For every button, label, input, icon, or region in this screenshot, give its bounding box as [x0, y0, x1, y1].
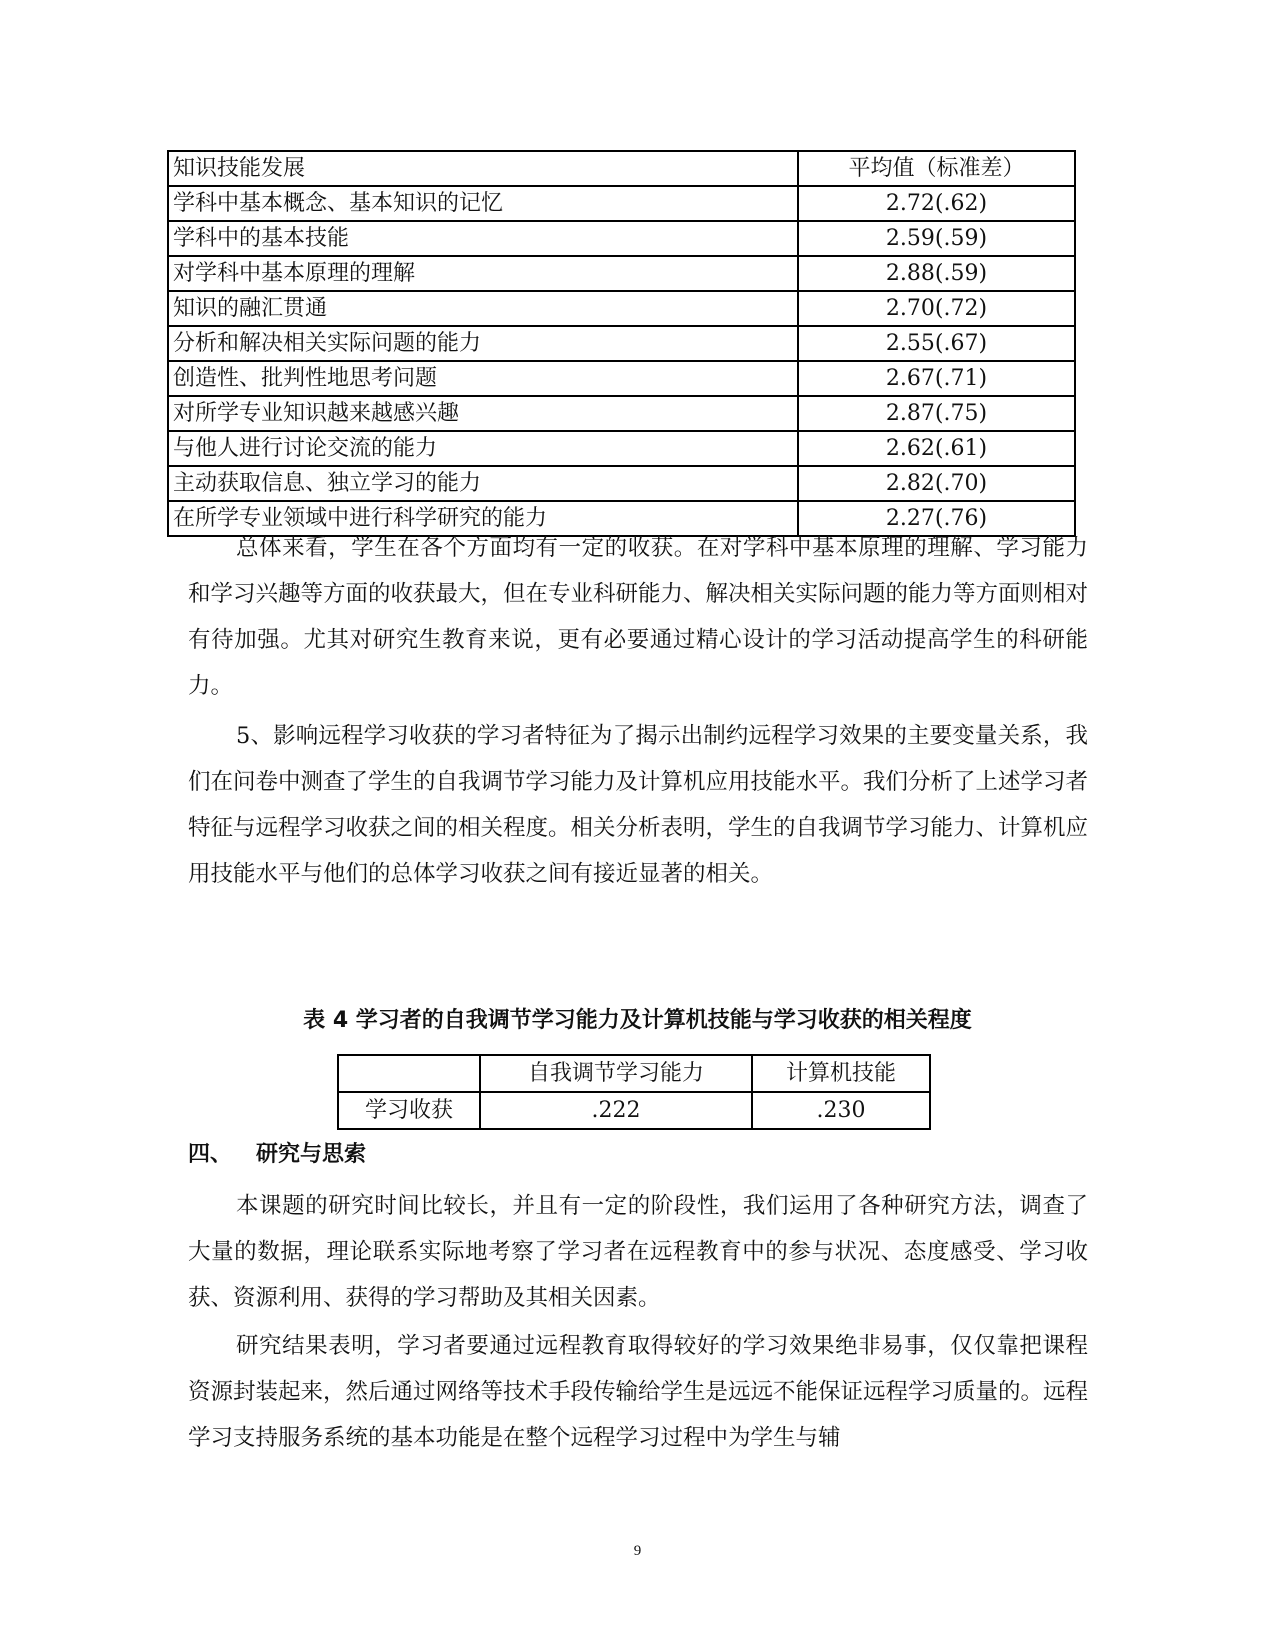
- skill-mean-sd: 2.59(.59): [798, 221, 1075, 256]
- skill-mean-sd: 2.88(.59): [798, 256, 1075, 291]
- table-row: [168, 291, 1075, 326]
- col-computer-skill: 计算机技能: [752, 1055, 930, 1092]
- table-row: [168, 186, 1075, 221]
- paragraph-research: 本课题的研究时间比较长，并且有一定的阶段性，我们运用了各种研究方法，调查了大量的数据，理论联系实际地考察了学习者在远程教育中的参与状况、态度感受、学习收获、资源利用、获得的学习帮助及其相关因素。: [188, 1193, 1088, 1311]
- skill-label: 与他人进行讨论交流的能力: [168, 431, 798, 466]
- skill-mean-sd: 2.62(.61): [798, 431, 1075, 466]
- col-self-regulation: 自我调节学习能力: [480, 1055, 752, 1092]
- section-number: 四、: [188, 1142, 233, 1167]
- skills-table-header: [168, 151, 1075, 186]
- row-learning-gain: 学习收获: [338, 1092, 480, 1129]
- table-row: [168, 361, 1075, 396]
- table4-caption: 表 4 学习者的自我调节学习能力及计算机技能与学习收获的相关程度: [303, 1008, 972, 1033]
- table-row: [168, 256, 1075, 291]
- skill-label: 主动获取信息、独立学习的能力: [168, 466, 798, 501]
- skill-label: 学科中基本概念、基本知识的记忆: [168, 186, 798, 221]
- skill-mean-sd: 2.55(.67): [798, 326, 1075, 361]
- table-row: [168, 396, 1075, 431]
- paragraph-results: 研究结果表明，学习者要通过远程教育取得较好的学习效果绝非易事，仅仅靠把课程资源封装起来，然后通过网络等技术手段传输给学生是远远不能保证远程学习质量的。远程学习支持服务系统的基本功能是在整个远程学习过程中为学生与辅: [188, 1333, 1089, 1451]
- header-skill: 知识技能发展: [168, 151, 798, 186]
- value-self-regulation: .222: [480, 1092, 752, 1129]
- skill-mean-sd: 2.70(.72): [798, 291, 1075, 326]
- skill-mean-sd: 2.82(.70): [798, 466, 1075, 501]
- skills-table: [167, 150, 1076, 537]
- table-row: [168, 326, 1075, 361]
- section-heading: [188, 1137, 366, 1168]
- skill-mean-sd: 2.67(.71): [798, 361, 1075, 396]
- page-number: 9: [633, 1543, 642, 1559]
- skill-label: 分析和解决相关实际问题的能力: [168, 326, 798, 361]
- table-row: [168, 431, 1075, 466]
- paragraph-learner-features: 5、影响远程学习收获的学习者特征为了揭示出制约远程学习效果的主要变量关系，我们在问卷中测查了学生的自我调节学习能力及计算机应用技能水平。我们分析了上述学习者特征与远程学习收获之间的相关程度。相关分析表明，学生的自我调节学习能力、计算机应用技能水平与他们的总体学习收获之间有接近显著的相关。: [188, 723, 1089, 887]
- paragraph-summary: 总体来看，学生在各个方面均有一定的收获。在对学科中基本原理的理解、学习能力和学习兴趣等方面的收获最大，但在专业科研能力、解决相关实际问题的能力等方面则相对有待加强。尤其对研究生教育来说，更有必要通过精心设计的学习活动提高学生的科研能力。: [188, 535, 1089, 699]
- skill-label: 知识的融汇贯通: [168, 291, 798, 326]
- corner-cell: [338, 1055, 480, 1092]
- skill-mean-sd: 2.72(.62): [798, 186, 1075, 221]
- table-row: [168, 466, 1075, 501]
- section-title: 研究与思索: [256, 1142, 367, 1167]
- skill-label: 在所学专业领域中进行科学研究的能力: [168, 501, 798, 536]
- table-row: [168, 221, 1075, 256]
- skill-mean-sd: 2.27(.76): [798, 501, 1075, 536]
- correlation-table: [337, 1054, 931, 1130]
- skill-label: 创造性、批判性地思考问题: [168, 361, 798, 396]
- skill-label: 对学科中基本原理的理解: [168, 256, 798, 291]
- skill-label: 对所学专业知识越来越感兴趣: [168, 396, 798, 431]
- skill-label: 学科中的基本技能: [168, 221, 798, 256]
- value-computer-skill: .230: [752, 1092, 930, 1129]
- skill-mean-sd: 2.87(.75): [798, 396, 1075, 431]
- header-mean: 平均值（标准差）: [798, 151, 1075, 186]
